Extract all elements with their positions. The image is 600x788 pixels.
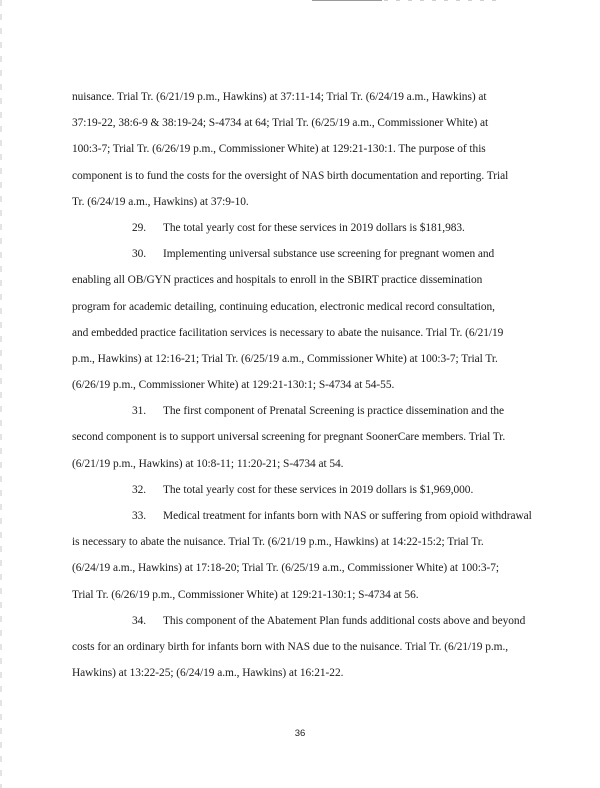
paragraph-number: 32. (132, 483, 147, 496)
scan-artifact-rule (312, 0, 382, 1)
text-line: (6/24/19 a.m., Hawkins) at 17:18-20; Trial Tr. (6/25/19 a.m., Commissioner White) at 100:3-7; (72, 562, 500, 575)
text-line: Tr. (6/24/19 a.m., Hawkins) at 37:9-10. (72, 195, 249, 208)
text-line: component is to fund the costs for the oversight of NAS birth documentation and reporting. Trial (72, 169, 509, 182)
page-number: 36 (294, 728, 306, 739)
text-line: The first component of Prenatal Screening is practice dissemination and the (163, 405, 505, 418)
text-line: enabling all OB/GYN practices and hospitals to enroll in the SBIRT practice dissemination (72, 274, 483, 287)
paragraph-30 (72, 241, 542, 398)
paragraph-first-line (72, 215, 542, 241)
paragraph-33 (72, 503, 542, 608)
text-line: second component is to support universal screening for pregnant SoonerCare members. Trial Tr. (72, 431, 506, 444)
scan-artifact-left-edge (0, 0, 2, 788)
paragraph-first-line (72, 398, 542, 424)
text-line: is necessary to abate the nuisance. Trial Tr. (6/21/19 p.m., Hawkins) at 14:22-15:2; Trial Tr. (72, 536, 484, 549)
text-line: Implementing universal substance use screening for pregnant women and (163, 248, 495, 261)
scan-artifact-dots (384, 0, 500, 1)
paragraph-number: 34. (132, 614, 147, 627)
paragraph-first-line (72, 241, 542, 267)
paragraph-number: 33. (132, 510, 147, 522)
text-line: The total yearly cost for these services in 2019 dollars is $1,969,000. (163, 483, 474, 496)
paragraph-number: 31. (132, 405, 147, 418)
text-line: 100:3-7; Trial Tr. (6/26/19 p.m., Commissioner White) at 129:21-130:1. The purpose of this (72, 143, 486, 156)
text-line: 37:19-22, 38:6-9 & 38:19-24; S-4734 at 64; Trial Tr. (6/25/19 a.m., Commissioner White) at (72, 117, 489, 130)
text-line: and embedded practice facilitation services is necessary to abate the nuisance. Trial Tr. (6/21/19 (72, 326, 504, 339)
body-text (72, 84, 542, 686)
paragraph-32 (72, 477, 542, 503)
text-line: (6/26/19 p.m., Commissioner White) at 129:21-130:1; S-4734 at 54-55. (72, 379, 395, 392)
paragraph-34 (72, 608, 542, 687)
paragraph-first-line (72, 503, 542, 529)
text-line: costs for an ordinary birth for infants born with NAS due to the nuisance. Trial Tr. (6/21/19 p.m., (72, 640, 509, 653)
paragraph-number: 29. (132, 221, 147, 234)
text-line: The total yearly cost for these services in 2019 dollars is $181,983. (163, 221, 465, 234)
continuation-paragraph (72, 84, 542, 215)
text-line: program for academic detailing, continuing education, electronic medical record consultation, (72, 300, 495, 313)
text-line: nuisance. Trial Tr. (6/21/19 p.m., Hawkins) at 37:11-14; Trial Tr. (6/24/19 a.m., Hawkins) at (72, 91, 487, 103)
text-line: Hawkins) at 13:22-25; (6/24/19 a.m., Hawkins) at 16:21-22. (72, 667, 344, 680)
paragraph-29 (72, 215, 542, 241)
text-line: (6/21/19 p.m., Hawkins) at 10:8-11; 11:20-21; S-4734 at 54. (72, 457, 344, 470)
paragraph-number: 30. (132, 248, 147, 261)
text-line: Trial Tr. (6/26/19 p.m., Commissioner White) at 129:21-130:1; S-4734 at 56. (72, 588, 419, 601)
paragraph-first-line (72, 608, 542, 634)
paragraph-first-line (72, 477, 542, 503)
text-line: Medical treatment for infants born with NAS or suffering from opioid withdrawal (163, 510, 532, 522)
text-line: This component of the Abatement Plan funds additional costs above and beyond (163, 614, 526, 627)
text-line: p.m., Hawkins) at 12:16-21; Trial Tr. (6/25/19 a.m., Commissioner White) at 100:3-7; Trial Tr. (72, 352, 498, 365)
paragraph-31 (72, 398, 542, 477)
